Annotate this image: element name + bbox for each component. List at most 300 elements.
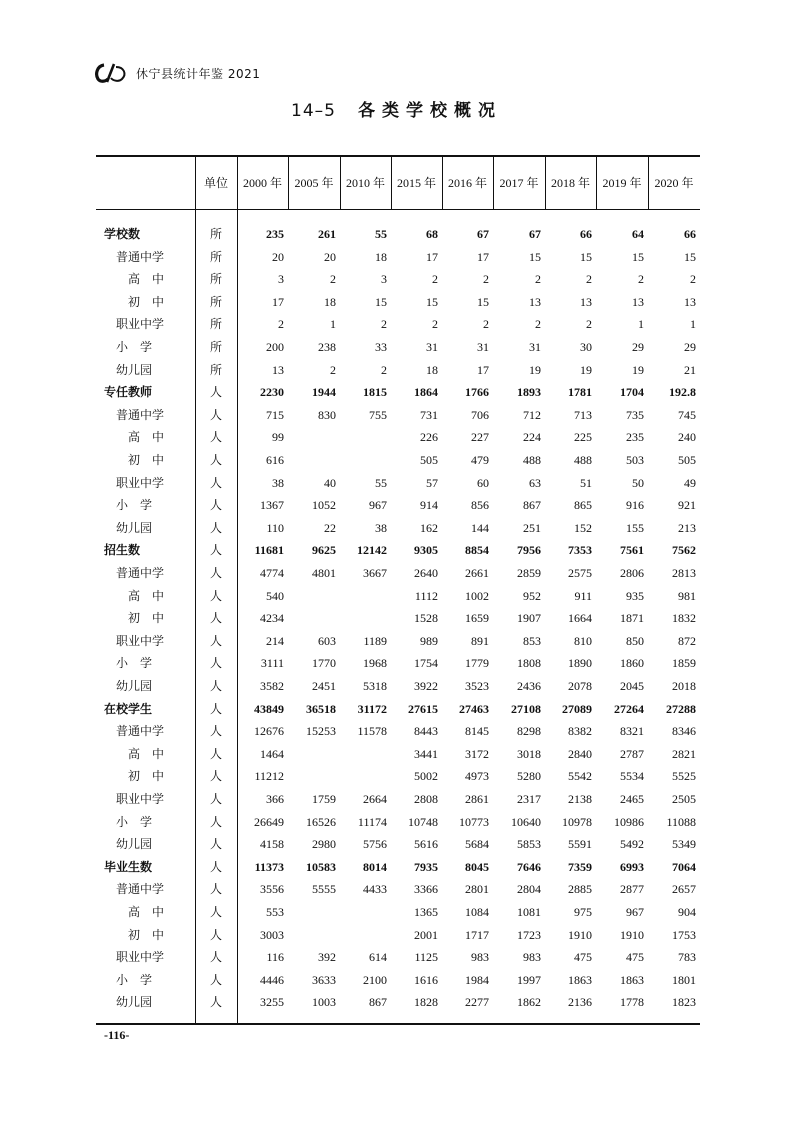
table-cell: 2821	[672, 746, 696, 761]
table-cell: 22	[324, 520, 336, 535]
table-cell: 2230	[260, 385, 284, 400]
table-cell: 1860	[620, 656, 644, 671]
row-label: 高 中	[128, 272, 165, 287]
table-cell: 13	[580, 294, 592, 309]
table-cell: 1890	[568, 656, 592, 671]
row-label: 初 中	[128, 927, 165, 942]
table-cell	[288, 924, 336, 947]
table-cell: 19	[632, 362, 644, 377]
table-cell	[340, 607, 387, 630]
table-cell: 2787	[620, 746, 644, 761]
table-cell: 31	[477, 340, 489, 354]
table-cell: 57	[426, 475, 438, 490]
row-unit: 人	[210, 453, 223, 467]
table-cell: 1759	[312, 792, 336, 806]
table-cell: 55	[375, 475, 387, 490]
table-cell: 1832	[672, 611, 696, 626]
table-row	[96, 268, 700, 291]
table-cell: 706	[471, 407, 489, 422]
table-cell: 55	[375, 227, 387, 241]
row-label: 初 中	[128, 294, 165, 309]
yearbook-title: 休宁县统计年鉴 2021	[136, 66, 261, 81]
table-cell: 21	[684, 362, 696, 377]
table-cell: 13	[529, 294, 541, 309]
table-row	[96, 585, 700, 608]
table-cell: 983	[471, 950, 489, 965]
table-cell: 5525	[672, 769, 696, 784]
table-cell: 2661	[465, 566, 489, 580]
table-cell: 2	[432, 317, 438, 332]
table-cell: 2664	[363, 792, 387, 806]
table-cell	[288, 901, 336, 924]
table-row	[96, 472, 700, 495]
table-cell: 9625	[312, 543, 336, 558]
table-cell: 17	[477, 249, 489, 264]
table-cell: 31172	[357, 701, 387, 716]
row-label: 初 中	[128, 769, 165, 784]
table-cell: 66	[684, 227, 696, 241]
table-cell: 7064	[672, 859, 696, 874]
table-cell: 2505	[672, 792, 696, 806]
table-cell: 916	[626, 498, 644, 513]
table-cell: 10773	[459, 814, 489, 829]
row-unit: 人	[210, 792, 223, 806]
table-cell: 18	[426, 362, 438, 377]
table-cell: 503	[626, 453, 644, 467]
table-cell: 11578	[357, 724, 387, 739]
table-cell: 67	[529, 227, 541, 241]
table-cell: 1801	[672, 972, 696, 987]
table-cell: 2	[330, 362, 336, 377]
table-cell: 2801	[465, 882, 489, 897]
table-row	[96, 969, 700, 992]
table-cell	[340, 743, 387, 766]
table-cell: 68	[426, 227, 438, 241]
row-unit: 人	[210, 520, 223, 535]
table-cell: 15	[580, 249, 592, 264]
table-cell: 17	[426, 249, 438, 264]
table-cell: 4446	[260, 972, 284, 987]
table-cell	[288, 426, 336, 449]
row-label: 小 学	[116, 972, 153, 987]
table-cell: 235	[626, 430, 644, 445]
table-cell: 9305	[414, 543, 438, 558]
table-row	[96, 607, 700, 630]
table-cell: 3523	[465, 679, 489, 693]
row-unit: 人	[210, 656, 223, 671]
table-cell: 5542	[568, 769, 592, 784]
table-cell	[288, 585, 336, 608]
table-cell: 914	[420, 498, 438, 513]
table-cell: 200	[266, 340, 284, 354]
table-cell: 43849	[254, 701, 284, 716]
table-cell: 20	[272, 249, 284, 264]
table-cell: 2138	[568, 792, 592, 806]
table-cell: 11174	[357, 814, 387, 829]
table-cell: 7359	[568, 859, 592, 874]
table-cell: 810	[574, 633, 592, 648]
row-unit: 人	[210, 407, 223, 422]
table-cell: 238	[318, 340, 336, 354]
table-cell: 162	[420, 520, 438, 535]
table-cell: 856	[471, 498, 489, 513]
row-unit: 人	[210, 746, 223, 761]
table-cell: 12676	[254, 724, 284, 739]
table-cell: 540	[266, 588, 284, 603]
row-label: 普通中学	[116, 249, 165, 264]
table-cell: 10640	[511, 814, 541, 829]
table-cell: 2317	[517, 792, 541, 806]
table-cell: 2045	[620, 679, 644, 693]
column-header: 2016 年	[447, 175, 487, 190]
table-cell: 7562	[672, 543, 696, 558]
table-cell: 2	[330, 272, 336, 287]
table-row	[96, 313, 700, 336]
table-cell: 488	[574, 453, 592, 467]
row-unit: 人	[210, 882, 223, 897]
table-cell: 11681	[254, 543, 284, 558]
row-label: 普通中学	[116, 724, 165, 739]
table-cell: 2	[535, 272, 541, 287]
table-cell: 1984	[465, 972, 489, 987]
table-cell	[340, 449, 387, 472]
table-cell: 1659	[465, 611, 489, 626]
row-label: 毕业生数	[104, 859, 153, 874]
table-cell: 4234	[260, 611, 284, 626]
table-cell: 1910	[568, 927, 592, 942]
row-unit: 所	[210, 362, 223, 377]
table-cell: 4433	[363, 882, 387, 897]
table-cell: 213	[678, 520, 696, 535]
table-row	[96, 698, 700, 721]
table-row	[96, 223, 700, 246]
table-cell: 1616	[414, 972, 438, 987]
table-cell: 392	[318, 950, 336, 965]
table-cell: 2	[483, 272, 489, 287]
table-cell: 1125	[414, 950, 438, 965]
table-cell: 2980	[312, 837, 336, 852]
table-cell: 18	[324, 294, 336, 309]
table-cell: 4158	[260, 837, 284, 852]
table-cell: 8382	[568, 724, 592, 739]
row-label: 小 学	[116, 814, 153, 829]
table-cell: 1367	[260, 498, 284, 513]
table-row	[96, 788, 700, 811]
row-unit: 所	[210, 272, 223, 287]
row-unit: 人	[210, 701, 223, 716]
row-unit: 人	[210, 950, 223, 965]
table-bottom-rule	[96, 1023, 700, 1025]
table-cell: 5756	[363, 837, 387, 852]
table-row	[96, 856, 700, 879]
table-cell: 1781	[568, 385, 592, 400]
row-unit: 人	[210, 724, 223, 739]
table-cell: 63	[529, 475, 541, 490]
table-cell: 12142	[357, 543, 387, 558]
table-cell: 15	[426, 294, 438, 309]
table-cell: 553	[266, 905, 284, 919]
table-cell: 17	[272, 294, 284, 309]
column-header: 2018 年	[550, 175, 590, 190]
table-cell: 5318	[363, 679, 387, 693]
table-cell: 1871	[620, 611, 644, 626]
table-row	[96, 833, 700, 856]
row-label: 普通中学	[116, 407, 165, 422]
table-cell: 40	[324, 475, 336, 490]
table-cell: 1081	[517, 905, 541, 919]
table-cell: 872	[678, 633, 696, 648]
table-cell: 214	[266, 633, 284, 648]
table-cell: 7353	[568, 543, 592, 558]
table-cell: 2451	[312, 679, 336, 693]
table-cell: 3018	[517, 746, 541, 761]
table-cell: 4973	[465, 769, 489, 784]
table-cell: 51	[580, 475, 592, 490]
row-label: 在校学生	[104, 701, 153, 716]
table-cell: 850	[626, 633, 644, 648]
table-cell: 967	[369, 498, 387, 513]
table-cell: 7561	[620, 543, 644, 558]
row-label: 高 中	[128, 905, 165, 919]
table-cell: 975	[574, 905, 592, 919]
table-cell: 2136	[568, 995, 592, 1010]
table-header-rule	[96, 209, 700, 210]
row-unit: 人	[210, 814, 223, 829]
table-cell: 6993	[620, 859, 644, 874]
row-unit: 人	[210, 475, 223, 490]
table-cell: 3	[381, 272, 387, 287]
row-unit: 人	[210, 543, 223, 558]
table-cell: 3556	[260, 882, 284, 897]
row-unit: 人	[210, 498, 223, 513]
column-header: 2010 年	[345, 175, 385, 190]
table-cell: 867	[523, 498, 541, 513]
table-cell: 2100	[363, 972, 387, 987]
table-cell: 1944	[312, 385, 336, 400]
table-cell: 50	[632, 475, 644, 490]
table-cell: 27288	[666, 701, 696, 716]
table-cell: 3667	[363, 566, 387, 580]
table-cell: 967	[626, 905, 644, 919]
table-cell: 155	[626, 520, 644, 535]
table-cell: 67	[477, 227, 489, 241]
table-row	[96, 675, 700, 698]
table-cell: 479	[471, 453, 489, 467]
row-label: 小 学	[116, 656, 153, 671]
table-row	[96, 539, 700, 562]
table-cell: 731	[420, 407, 438, 422]
table-cell: 2078	[568, 679, 592, 693]
table-cell: 5684	[465, 837, 489, 852]
row-unit: 人	[210, 588, 223, 603]
row-label: 高 中	[128, 588, 165, 603]
row-label: 招生数	[104, 543, 141, 558]
table-cell: 15	[477, 294, 489, 309]
table-cell: 15	[375, 294, 387, 309]
table-cell: 712	[523, 407, 541, 422]
row-label: 初 中	[128, 453, 165, 467]
row-label: 小 学	[116, 498, 153, 513]
table-cell: 2575	[568, 566, 592, 580]
table-row	[96, 743, 700, 766]
table-cell	[288, 449, 336, 472]
table-cell: 1704	[620, 385, 644, 400]
table-cell: 10748	[408, 814, 438, 829]
table-cell: 2	[690, 272, 696, 287]
table-cell	[288, 765, 336, 788]
table-cell: 981	[678, 588, 696, 603]
table-cell: 2	[381, 362, 387, 377]
table-cell: 1052	[312, 498, 336, 513]
table-cell: 5555	[312, 882, 336, 897]
row-label: 普通中学	[116, 566, 165, 580]
table-cell: 1823	[672, 995, 696, 1010]
table-cell: 3003	[260, 927, 284, 942]
table-cell: 1189	[363, 633, 387, 648]
table-cell: 2465	[620, 792, 644, 806]
table-cell	[340, 585, 387, 608]
table-cell: 15	[529, 249, 541, 264]
table-cell: 1828	[414, 995, 438, 1010]
table-cell: 488	[523, 453, 541, 467]
table-cell: 13	[684, 294, 696, 309]
table-cell: 983	[523, 950, 541, 965]
table-cell: 10986	[614, 814, 644, 829]
table-row	[96, 404, 700, 427]
table-cell: 226	[420, 430, 438, 445]
column-header: 2017 年	[499, 175, 539, 190]
table-cell	[340, 426, 387, 449]
table-cell: 603	[318, 633, 336, 648]
table-cell: 10978	[562, 814, 592, 829]
table-cell: 1815	[363, 385, 387, 400]
row-unit: 所	[210, 227, 223, 241]
yearbook-header	[94, 62, 260, 84]
table-cell: 1910	[620, 927, 644, 942]
row-unit: 人	[210, 972, 223, 987]
table-cell: 227	[471, 430, 489, 445]
table-cell: 952	[523, 588, 541, 603]
table-cell: 475	[574, 950, 592, 965]
table-cell: 251	[523, 520, 541, 535]
table-cell: 27615	[408, 701, 438, 716]
table-cell: 7646	[517, 859, 541, 874]
table-cell: 27089	[562, 701, 592, 716]
table-cell: 1863	[620, 972, 644, 987]
table-cell: 4801	[312, 566, 336, 580]
page-number: -116-	[104, 1028, 130, 1042]
row-unit: 人	[210, 927, 223, 942]
table-row	[96, 494, 700, 517]
table-cell: 3922	[414, 679, 438, 693]
table-cell: 1770	[312, 656, 336, 671]
table-cell: 505	[678, 453, 696, 467]
table-cell: 11088	[666, 814, 696, 829]
table-cell: 911	[574, 588, 592, 603]
table-cell: 755	[369, 407, 387, 422]
table-cell: 614	[369, 950, 387, 965]
table-row	[96, 811, 700, 834]
table-cell: 1766	[465, 385, 489, 400]
table-cell: 1862	[517, 995, 541, 1010]
table-cell: 1084	[465, 905, 489, 919]
table-cell: 1723	[517, 927, 541, 942]
table-row	[96, 336, 700, 359]
table-cell: 2277	[465, 995, 489, 1010]
column-header: 2000 年	[242, 175, 282, 190]
row-unit: 人	[210, 633, 223, 648]
table-cell: 13	[632, 294, 644, 309]
table-cell: 1003	[312, 995, 336, 1010]
table-row	[96, 517, 700, 540]
table-cell: 1808	[517, 656, 541, 671]
row-label: 幼儿园	[116, 362, 153, 377]
table-cell: 110	[266, 520, 284, 535]
row-label: 初 中	[128, 611, 165, 626]
table-cell: 3441	[414, 746, 438, 761]
table-cell: 830	[318, 407, 336, 422]
page-title	[0, 96, 793, 121]
table-cell: 36518	[306, 701, 336, 716]
row-label: 高 中	[128, 746, 165, 761]
table-cell: 935	[626, 588, 644, 603]
table-cell: 27463	[459, 701, 489, 716]
table-cell: 240	[678, 430, 696, 445]
table-cell: 1968	[363, 656, 387, 671]
table-row	[96, 652, 700, 675]
table-cell: 745	[678, 407, 696, 422]
table-cell: 5492	[620, 837, 644, 852]
table-cell: 989	[420, 633, 438, 648]
row-unit: 人	[210, 995, 223, 1010]
table-cell: 5280	[517, 769, 541, 784]
table-row	[96, 246, 700, 269]
table-row	[96, 449, 700, 472]
row-label: 幼儿园	[116, 679, 153, 693]
table-cell: 2806	[620, 566, 644, 580]
table-cell: 38	[375, 520, 387, 535]
table-cell: 31	[426, 340, 438, 354]
table-cell: 8346	[672, 724, 696, 739]
table-cell	[340, 924, 387, 947]
table-row	[96, 381, 700, 404]
table-cell: 224	[523, 430, 541, 445]
table-row	[96, 765, 700, 788]
table-row	[96, 924, 700, 947]
table-cell: 5534	[620, 769, 644, 784]
table-cell: 31	[529, 340, 541, 354]
row-label: 幼儿园	[116, 520, 153, 535]
table-cell: 2840	[568, 746, 592, 761]
table-row	[96, 562, 700, 585]
table-cell	[288, 607, 336, 630]
table-cell	[340, 765, 387, 788]
table-cell: 8443	[414, 724, 438, 739]
table-number: 14–5	[291, 101, 336, 121]
table-cell: 2861	[465, 792, 489, 806]
table-cell: 2804	[517, 882, 541, 897]
table-cell: 2877	[620, 882, 644, 897]
table-cell: 1	[638, 317, 644, 332]
row-unit: 人	[210, 611, 223, 626]
table-cell: 261	[318, 227, 336, 241]
table-cell: 1907	[517, 611, 541, 626]
table-cell: 2436	[517, 679, 541, 693]
table-cell: 2001	[414, 927, 438, 942]
table-row	[96, 291, 700, 314]
row-unit: 人	[210, 566, 223, 580]
row-label: 普通中学	[116, 882, 165, 897]
